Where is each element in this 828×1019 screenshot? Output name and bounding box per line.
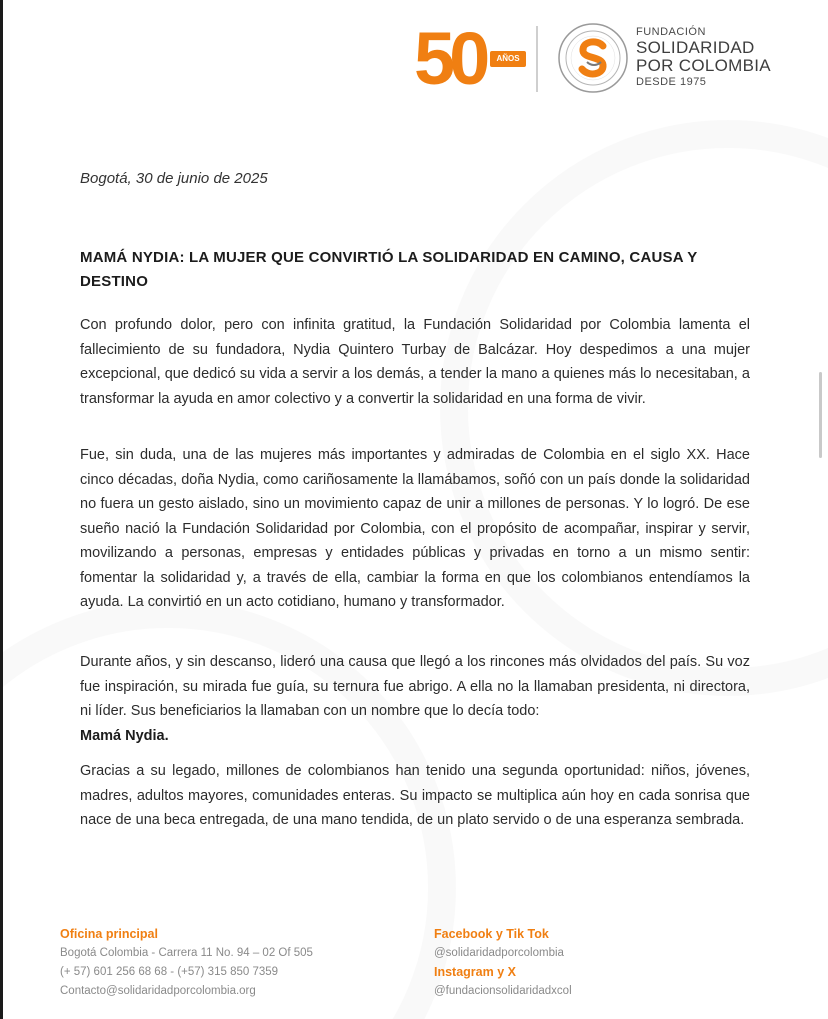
footer-office-phones: (+ 57) 601 256 68 68 - (+57) 315 850 7359 — [60, 966, 279, 978]
foundation-seal-icon — [557, 22, 629, 94]
paragraph-4: Gracias a su legado, millones de colombianos han tenido una segunda oportunidad: niños, jóvenes, madres, adultos mayores, comunidades enteras. Su impacto se multiplica aún hoy en cada sonrisa que nace de una beca entregada, de una mano tendida, de un plato servido o de una esperanza sembrada. — [80, 763, 750, 828]
brand-line-fundacion: FUNDACIÓN — [636, 26, 706, 38]
brand-line-desde: DESDE 1975 — [636, 76, 707, 88]
footer-social2-handle[interactable]: @fundacionsolidaridadxcol — [434, 985, 572, 997]
paragraph-3-text: Durante años, y sin descanso, lideró una causa que llegó a los rincones más olvidados del país. Su voz fue inspiración, su mirada fue guía, su ternura fue abrigo. A ella no la llamaban presidenta, ni directora, ni líder. Sus beneficiarios la llamaban con un nombre que lo decía todo: — [80, 654, 750, 719]
footer-social1-heading: Facebook y Tik Tok — [434, 927, 549, 941]
paragraph-3-emphasis: Mamá Nydia. — [80, 727, 169, 744]
brand-line-por-colombia: POR COLOMBIA — [636, 56, 771, 75]
scrollbar-thumb[interactable] — [819, 372, 822, 458]
footer-office — [60, 925, 313, 1001]
footer-office-heading: Oficina principal — [60, 927, 158, 941]
anniversary-logo — [414, 17, 524, 100]
anniversary-number: 50 — [414, 17, 485, 100]
paragraph-1: Con profundo dolor, pero con infinita gratitud, la Fundación Solidaridad por Colombia lamenta el fallecimiento de su fundadora, Nydia Quintero Turbay de Balcázar. Hoy despedimos a una mujer excepcional, que dedicó su vida a servir a los demás, a tender la mano a quienes más lo necesitaban, a transformar la ayuda en amor colectivo y a convertir la solidaridad en una forma de vivir. — [80, 317, 750, 407]
brand-wordmark — [636, 26, 786, 89]
letter-date: Bogotá, 30 de junio de 2025 — [80, 170, 268, 187]
header-divider — [536, 26, 538, 92]
page-edge — [0, 0, 3, 1019]
anniversary-suffix: AÑOS — [490, 51, 526, 67]
footer-social1-handle[interactable]: @solidaridadporcolombia — [434, 947, 564, 959]
footer-office-email[interactable]: Contacto@solidaridadporcolombia.org — [60, 985, 256, 997]
footer-office-address: Bogotá Colombia - Carrera 11 No. 94 – 02 Of 505 — [60, 947, 313, 959]
paragraph-3 — [80, 650, 750, 748]
letter-title: MAMÁ NYDIA: LA MUJER QUE CONVIRTIÓ LA SOLIDARIDAD EN CAMINO, CAUSA Y DESTINO — [80, 249, 698, 290]
brand-line-solidaridad: SOLIDARIDAD — [636, 38, 755, 57]
footer-social2-heading: Instagram y X — [434, 965, 516, 979]
footer-social — [434, 925, 572, 1001]
paragraph-2: Fue, sin duda, una de las mujeres más importantes y admiradas de Colombia en el siglo XX. Hace cinco décadas, doña Nydia, como cariñosamente la llamábamos, soñó con un país donde la solidaridad no fuera un gesto aislado, sino un movimiento capaz de unir a millones de personas. Y lo logró. De ese sueño nació la Fundación Solidaridad por Colombia, con el propósito de acompañar, inspirar y servir, movilizando a personas, empresas y entidades públicas y privadas en torno a un mismo sentir: fomentar la solidaridad y, a través de ella, cambiar la forma en que los colombianos entendíamos la ayuda. La convirtió en un acto cotidiano, humano y transformador. — [80, 447, 750, 610]
